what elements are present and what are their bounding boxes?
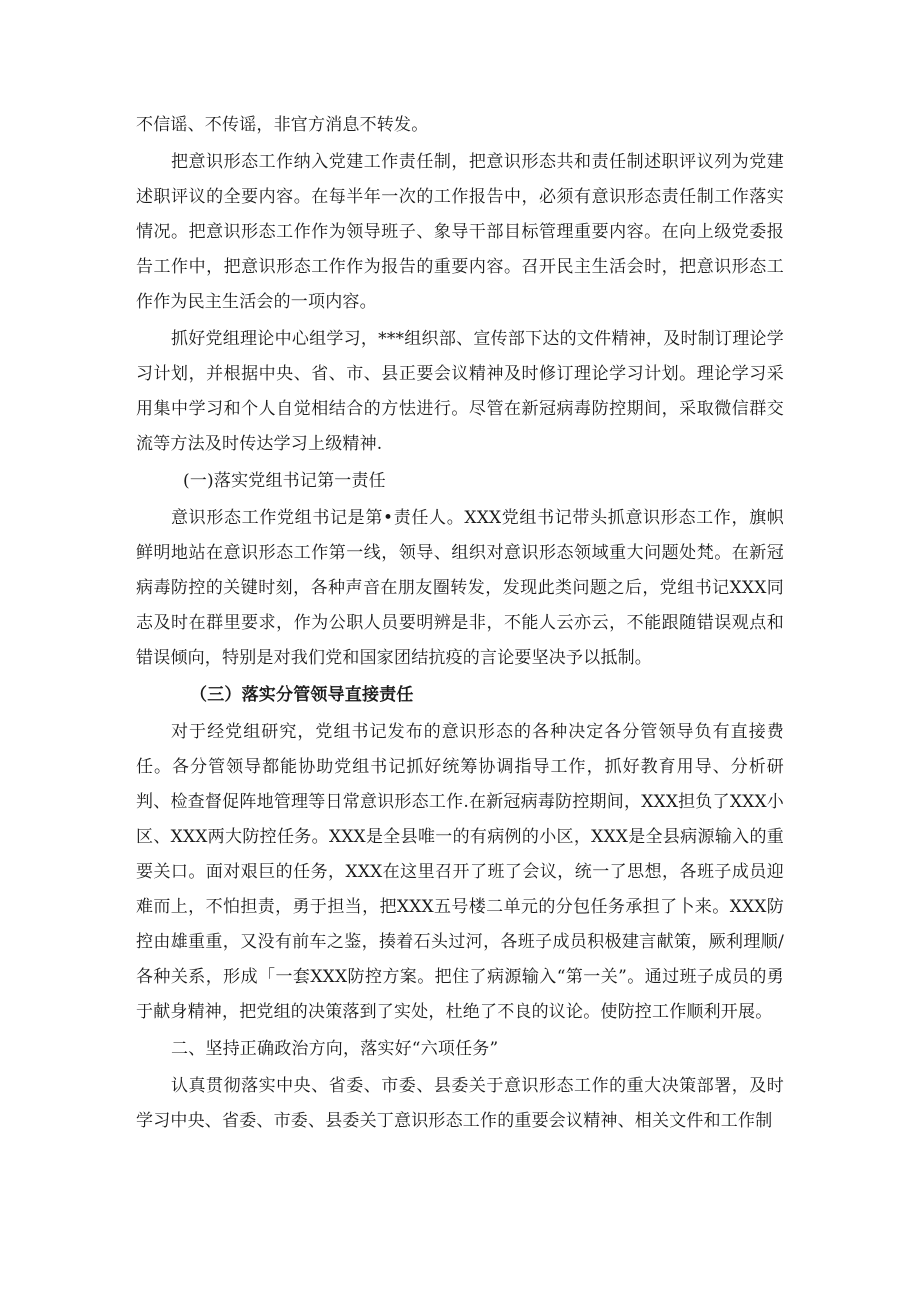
section-heading-leader-responsibility: （三）落实分管领导直接责任 [190,685,414,705]
section-heading-party-secretary: (一)落实党组书记第一责任 [183,471,386,491]
paragraph-implementation: 认真贯彻落实中央、省委、市委、县委关于意识形态工作的重大决策部署，及时学习中央、省委、市委、县委关丁意识形态工作的重要会议精神、相关文件和工作制 [136,1076,784,1131]
paragraph-theory-study: 抓好党组理论中心组学习，***组织部、宣传部下达的文件精神，及时制订理论学习计划，并根据中央、省、市、县正要会议精神及时修订理论学习计划。理论学习采用集中学习和个人自觉相结合的方怯进行。尽管在新冠病毒防控期间，采取微信群交流等方法及时传达学习上级精神. [136,329,784,454]
paragraph-responsibility-system: 把意识形态工作纳入党建工作责任制，把意识形态共和责任制述职评议列为党建述职评议的全要内容。在每半年一次的工作报告中，必须有意识形态责任制工作落实情况。把意识形态工作作为领导班子、象导干部目标管理重要内容。在向上级党委报告工作中，把意识形态工作作为报告的重要内容。召开民主生活会时，把意识形态工作作为民主生活会的一项内容。 [136,152,784,312]
paragraph-leader-responsibility: 对于经党组研究，党组书记发布的意识形态的各种决定各分管领导负有直接费任。各分管领导都能协助党组书记抓好统筹协调指导工作，抓好教育用导、分析研判、检查督促阵地管理等日常意识形态工作.在新冠病毒防控期间，XXX担负了XXX小区、XXX两大防控任务。XXX是全县唯一的有病例的小区，XXX是全县病源输入的重要关口。面对艰巨的任务，XXX在这里召开了班了会议，统一了思想，各班子成员迎难而上，不怕担责，勇于担当，把XXX五号楼二单元的分包任务承担了卜来。XXX防控由雄重重，又没有前车之鉴，揍着石头过河，各班子成员积极建言献策，厥利理顺/各种关系，形成「一套XXX防控方案。把住了病源输入“第一关”。通过班子成员的勇于献身精神，把党组的决策落到了实处，杜绝了不良的议论。使防控工作顺利开展。 [136,722,784,1022]
paragraph-party-secretary: 意识形态工作党组书记是第•责任人。XXX党组书记带头抓意识形态工作，旗帜鲜明地站在意识形态工作第一线，领导、组织对意识形态领域重大问题处梵。在新冠病毒防控的关键时刻，各种声音在朋友圈转发，发现此类问题之后，党组书记XXX同志及时在群里要求，作为公职人员要明辨是非，不能人云亦云，不能跟随错误观点和错误倾向，特别是对我们党和国家团结抗疫的言论要坚决予以抵制。 [136,508,784,668]
section-heading-political-direction: 二、坚持正确政治方向，落实好“六项任务” [171,1039,499,1059]
paragraph-continuation: 不信谣、不传谣，非官方消息不转发。 [136,115,429,135]
document-body [136,108,784,1139]
